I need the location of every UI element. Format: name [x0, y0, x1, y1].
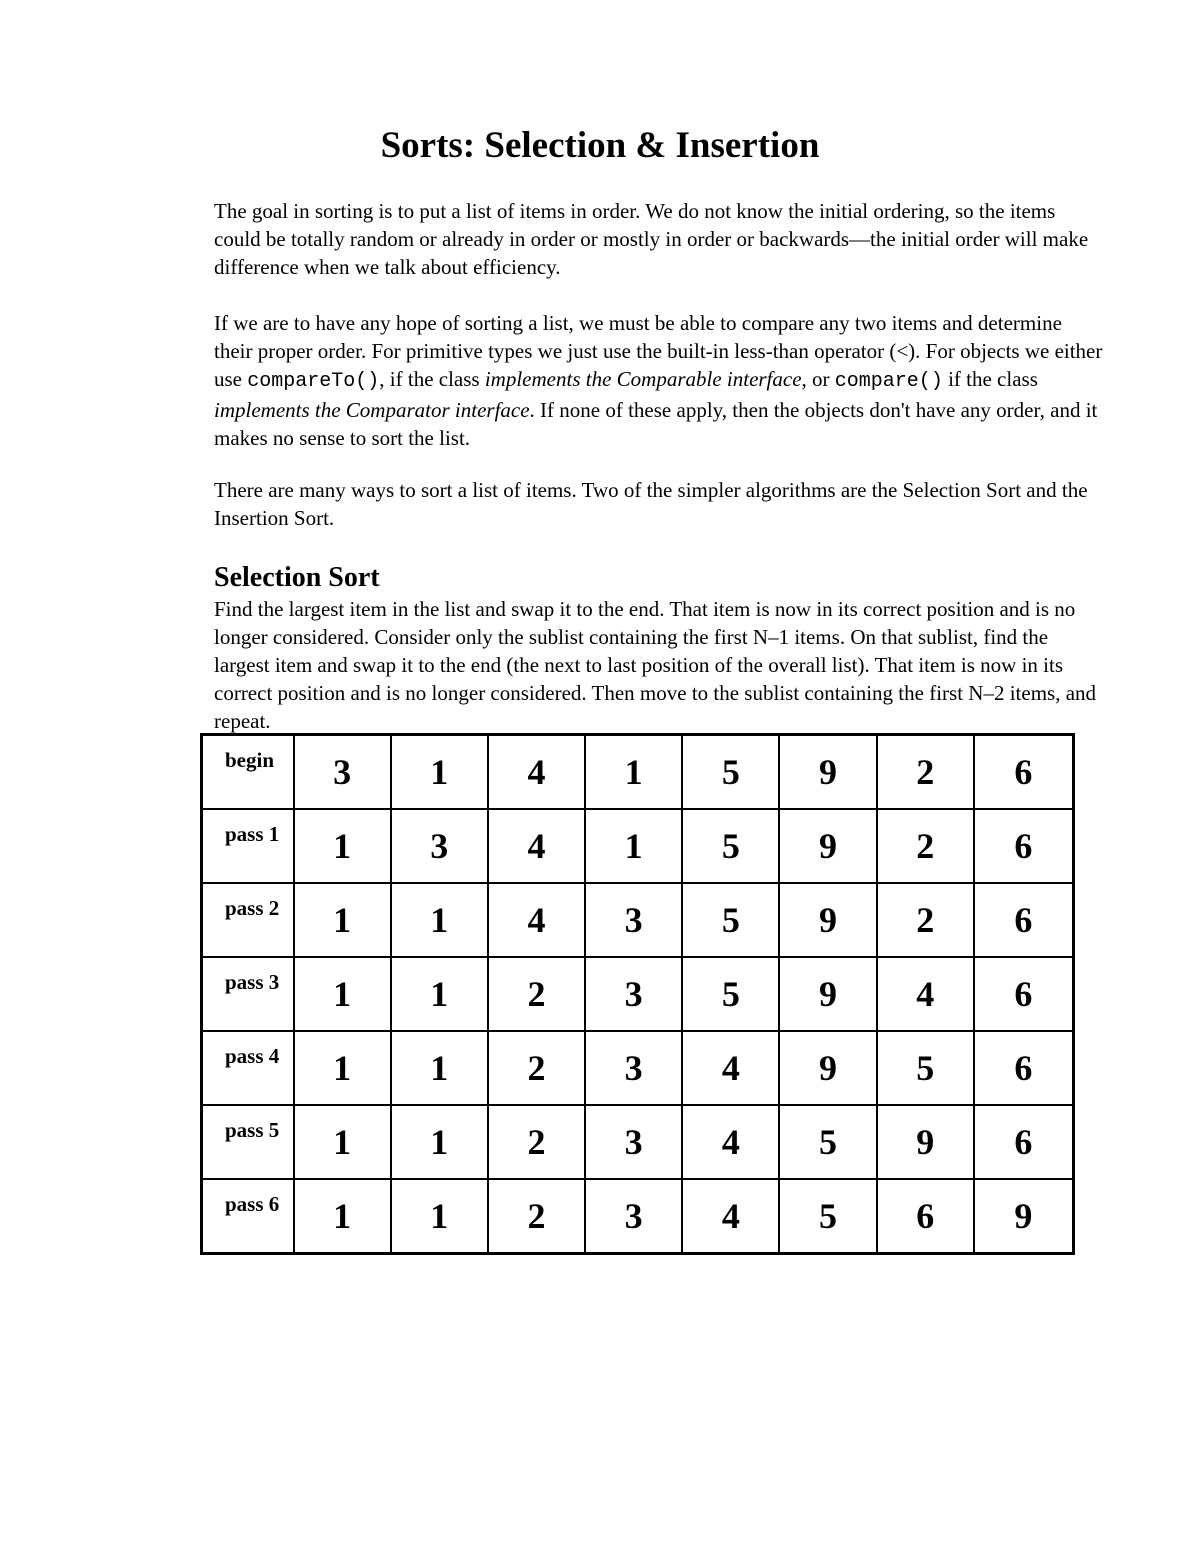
table-row [202, 883, 1074, 957]
table-cell: 3 [585, 883, 682, 957]
table-row [202, 957, 1074, 1031]
table-cell: 6 [974, 1031, 1074, 1105]
table-cell: 9 [779, 883, 876, 957]
table-cell: 1 [294, 1031, 391, 1105]
table-cell: 3 [585, 1031, 682, 1105]
table-cell: 5 [779, 1179, 876, 1254]
table-cell: 2 [488, 1179, 585, 1254]
table-cell: 6 [974, 883, 1074, 957]
intro-paragraph: The goal in sorting is to put a list of items in order. We do not know the initial ordering, so the items could be totally random or already in order or mostly in order or backwards—the initial order will make difference when we talk about efficiency. [214, 199, 1089, 279]
table-cell: 4 [682, 1179, 779, 1254]
table-row [202, 1105, 1074, 1179]
compare-text-2: , if the class [379, 367, 485, 391]
table-cell: 3 [585, 1179, 682, 1254]
table-cell: 1 [294, 957, 391, 1031]
row-label: pass 3 [202, 957, 294, 1031]
table-row [202, 1031, 1074, 1105]
compare-code: compare() [834, 370, 943, 393]
table-cell: 1 [585, 809, 682, 883]
table-cell: 3 [585, 1105, 682, 1179]
table-cell: 5 [877, 1031, 974, 1105]
page-title: Sorts: Selection & Insertion [380, 125, 820, 166]
compare-text-1: If we are to have any hope of sorting a list, we must be able to compare any two items and determine their proper order. For primitive types we just use the built-in less-than operator (<). For objects we either use [214, 311, 1103, 391]
table-cell: 4 [488, 735, 585, 810]
table-cell: 9 [779, 735, 876, 810]
table-cell: 5 [682, 735, 779, 810]
table-row [202, 809, 1074, 883]
selection-sort-heading: Selection Sort [214, 562, 380, 593]
table-cell: 4 [682, 1105, 779, 1179]
table-cell: 1 [391, 1179, 488, 1254]
selection-sort-table [200, 733, 1075, 1255]
row-label: pass 2 [202, 883, 294, 957]
table-cell: 6 [974, 809, 1074, 883]
table-cell: 9 [779, 809, 876, 883]
compareto-code: compareTo() [247, 370, 380, 393]
table-cell: 9 [974, 1179, 1074, 1254]
compare-text-4: if the class [942, 367, 1038, 391]
row-label: pass 5 [202, 1105, 294, 1179]
table-cell: 6 [877, 1179, 974, 1254]
table-cell: 2 [488, 1105, 585, 1179]
ways-paragraph: There are many ways to sort a list of items. Two of the simpler algorithms are the Selection Sort and the Insertion Sort. [214, 478, 1088, 530]
table-cell: 1 [391, 1105, 488, 1179]
row-label: pass 6 [202, 1179, 294, 1254]
table-cell: 1 [391, 735, 488, 810]
table-cell: 2 [877, 883, 974, 957]
table-cell: 2 [877, 735, 974, 810]
comparable-interface-emphasis: implements the Comparable interface [484, 367, 802, 391]
table-cell: 4 [488, 809, 585, 883]
table-cell: 1 [391, 957, 488, 1031]
table-cell: 3 [585, 957, 682, 1031]
table-cell: 2 [488, 957, 585, 1031]
compare-text-5: . If none of these apply, then the objects don't have any order, and it makes no sense to sort the list. [214, 398, 1098, 450]
table-cell: 3 [294, 735, 391, 810]
table-cell: 1 [585, 735, 682, 810]
row-label: pass 1 [202, 809, 294, 883]
table-cell: 1 [391, 1031, 488, 1105]
table-cell: 2 [877, 809, 974, 883]
table-cell: 5 [779, 1105, 876, 1179]
table-cell: 3 [391, 809, 488, 883]
table-cell: 1 [294, 883, 391, 957]
row-label: pass 4 [202, 1031, 294, 1105]
table-cell: 9 [779, 957, 876, 1031]
table-cell: 4 [877, 957, 974, 1031]
table-cell: 6 [974, 1105, 1074, 1179]
table-cell: 9 [877, 1105, 974, 1179]
table-row [202, 735, 1074, 810]
compare-text-3: , or [801, 367, 835, 391]
table-cell: 5 [682, 809, 779, 883]
table-cell: 6 [974, 735, 1074, 810]
table-cell: 1 [294, 1179, 391, 1254]
table-cell: 1 [294, 809, 391, 883]
table-cell: 2 [488, 1031, 585, 1105]
table-cell: 1 [391, 883, 488, 957]
table-cell: 4 [488, 883, 585, 957]
compare-paragraph [214, 309, 1104, 452]
table-row [202, 1179, 1074, 1254]
table-cell: 1 [294, 1105, 391, 1179]
table-cell: 4 [682, 1031, 779, 1105]
table-cell: 6 [974, 957, 1074, 1031]
row-label: begin [202, 735, 294, 810]
table-cell: 5 [682, 957, 779, 1031]
table-cell: 9 [779, 1031, 876, 1105]
comparator-interface-emphasis: implements the Comparator interface [214, 398, 530, 422]
selection-sort-description: Find the largest item in the list and swap it to the end. That item is now in its correct position and is no longer considered. Consider only the sublist containing the first N–1 items. On that sublist, find the largest item and swap it to the end (the next to last position of the overall list). That item is now in its correct position and is no longer considered. Then move to the sublist containing the first N–2 items, and repeat. [214, 597, 1097, 733]
table-cell: 5 [682, 883, 779, 957]
